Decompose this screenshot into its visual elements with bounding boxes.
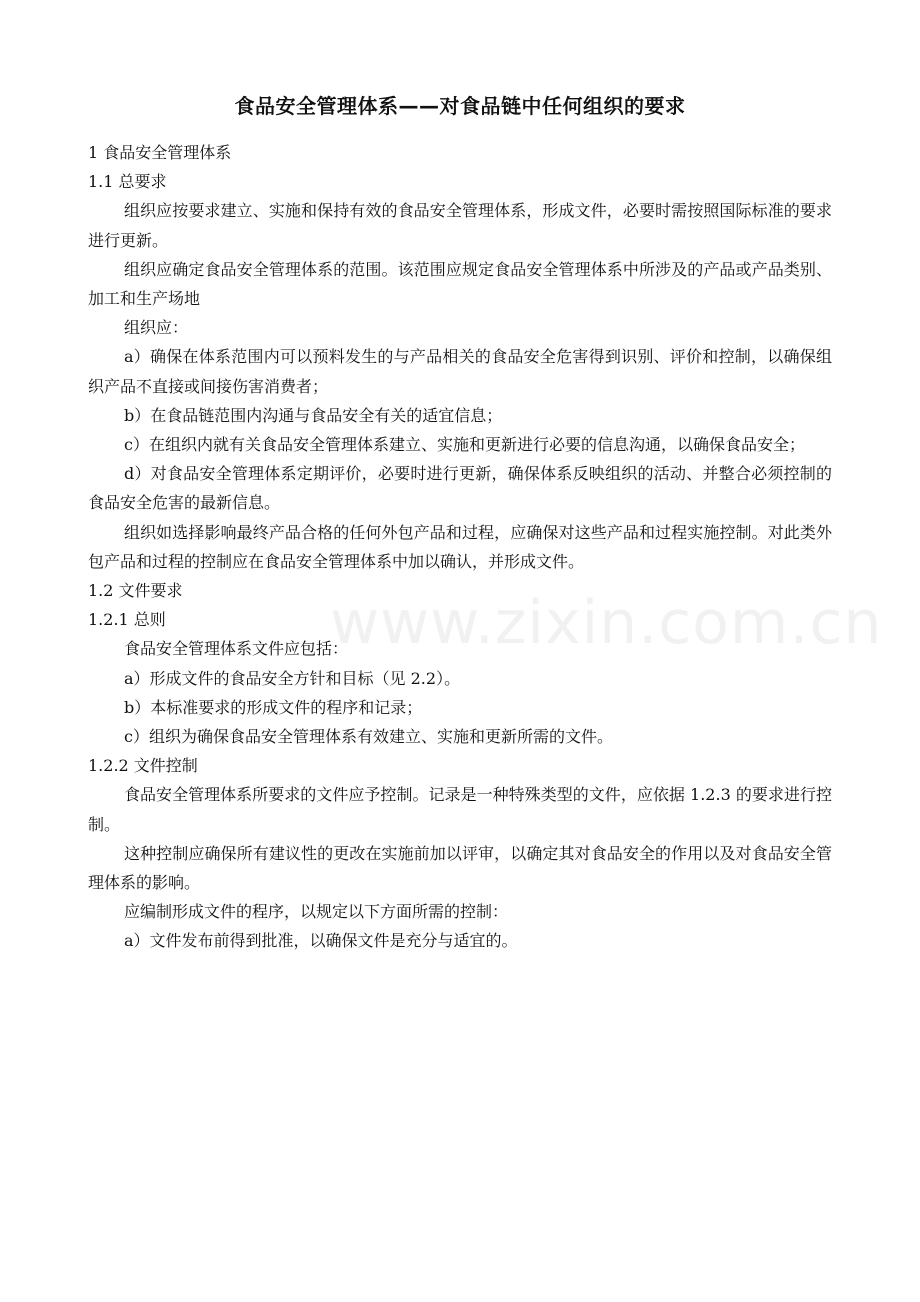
list-item-b: b）在食品链范围内沟通与食品安全有关的适宜信息； bbox=[124, 405, 503, 425]
section-heading-1-1: 1.1 总要求 bbox=[88, 172, 167, 192]
paragraph: 这种控制应确保所有建议性的更改在实施前加以评审，以确定其对食品安全的作用以及对食品安全管理体系的影响。 bbox=[88, 843, 832, 893]
list-item-c: c）组织为确保食品安全管理体系有效建立、实施和更新所需的文件。 bbox=[124, 727, 613, 747]
list-item-b: b）本标准要求的形成文件的程序和记录； bbox=[124, 697, 423, 717]
paragraph: 组织应按要求建立、实施和保持有效的食品安全管理体系，形成文件，必要时需按照国际标准的要求进行更新。 bbox=[88, 201, 832, 250]
section-heading-1-2-1: 1.2.1 总则 bbox=[88, 610, 166, 630]
section-heading-1-2-2: 1.2.2 文件控制 bbox=[88, 756, 198, 776]
document-title: 食品安全管理体系——对食品链中任何组织的要求 bbox=[234, 94, 686, 118]
paragraph: 组织应： bbox=[124, 318, 189, 338]
paragraph: 应编制形成文件的程序，以规定以下方面所需的控制： bbox=[124, 902, 509, 922]
list-item-a: a）确保在体系范围内可以预料发生的与产品相关的食品安全危害得到识别、评价和控制，以确保组织产品不直接或间接伤害消费者； bbox=[88, 347, 832, 396]
list-item-d: d）对食品安全管理体系定期评价，必要时进行更新，确保体系反映组织的活动、并整合必须控制的食品安全危害的最新信息。 bbox=[88, 464, 832, 513]
paragraph: 食品安全管理体系所要求的文件应予控制。记录是一种特殊类型的文件，应依据 1.2.3 的要求进行控制。 bbox=[88, 785, 832, 834]
list-item-a: a）形成文件的食品安全方针和目标（见 2.2）。 bbox=[124, 668, 461, 688]
watermark: www.zixin.com.cn bbox=[330, 588, 883, 658]
list-item-a: a）文件发布前得到批准，以确保文件是充分与适宜的。 bbox=[124, 931, 518, 951]
paragraph: 食品安全管理体系文件应包括： bbox=[124, 639, 349, 659]
section-heading-1-2: 1.2 文件要求 bbox=[88, 581, 183, 601]
document-page bbox=[88, 92, 832, 956]
list-item-c: c）在组织内就有关食品安全管理体系建立、实施和更新进行必要的信息沟通，以确保食品安全； bbox=[124, 435, 805, 455]
paragraph: 组织如选择影响最终产品合格的任何外包产品和过程，应确保对这些产品和过程实施控制。对此类外包产品和过程的控制应在食品安全管理体系中加以确认，并形成文件。 bbox=[88, 522, 832, 571]
section-heading-1: 1 食品安全管理体系 bbox=[88, 143, 232, 162]
paragraph: 组织应确定食品安全管理体系的范围。该范围应规定食品安全管理体系中所涉及的产品或产品类别、加工和生产场地 bbox=[88, 259, 832, 309]
